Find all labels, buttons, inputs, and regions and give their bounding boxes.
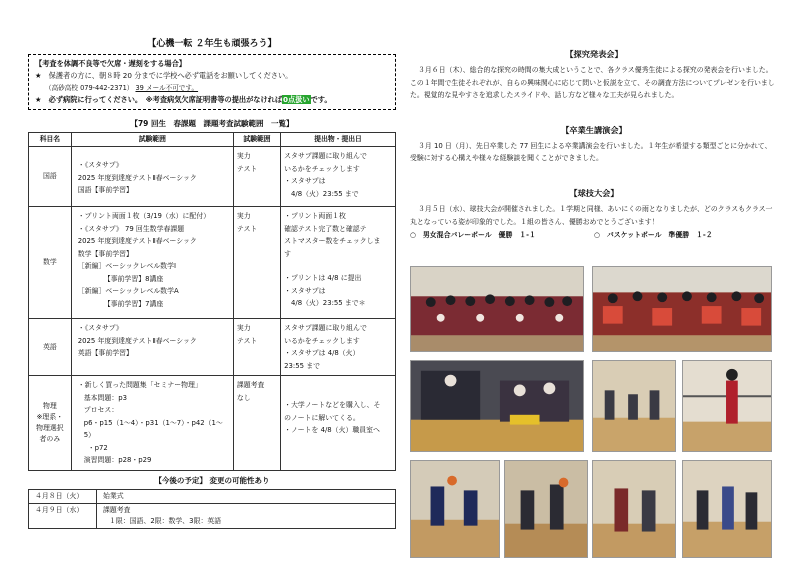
- submission-spacer: [284, 379, 392, 399]
- zero-points-highlight: 0点扱い: [283, 95, 310, 104]
- subject-line: 者のみ: [39, 434, 61, 443]
- submission-line: いるかをチェックします: [284, 164, 360, 173]
- table-row: [29, 503, 396, 528]
- schedule-table: [28, 489, 396, 529]
- form-line: 実力: [236, 152, 251, 160]
- group-photo-1: [410, 266, 584, 352]
- section-text-inquiry: ３月６日（木）、総合的な探究の時間の集大成ということで、各クラス優秀生徒による探究の発表会を行いました。この１年間で生徒それぞれが、自らの興味関心に応じて問いと仮説を立て、その調査方法についてプレゼンを行いました。視覚的な見やすさを追求したスライドや、話し方など様々な工夫が見られました。: [410, 66, 775, 100]
- exam-range-table: [28, 132, 396, 471]
- subject-line: 物理: [42, 401, 57, 410]
- range-cell: [71, 147, 233, 207]
- submission-line: ・大学ノートなどを購入し、そ: [284, 401, 381, 409]
- range-line: 演習問題：p28・p29: [83, 456, 152, 464]
- event-name: 始業式: [103, 491, 124, 500]
- subject-cell: [29, 376, 72, 471]
- event-detail: １限：国語、2限：数学、3限：英語: [109, 516, 222, 525]
- table-row: [29, 489, 396, 503]
- submission-line: いるかをチェックします: [284, 336, 360, 345]
- submission-line: ・スタサプは: [284, 177, 326, 185]
- range-line: ・《スタサプ》: [77, 161, 123, 169]
- submission-line: 4/8（火）23:55 まで: [284, 189, 359, 198]
- range-line: 英語【事前学習】: [77, 349, 133, 357]
- hospital-suffix: です。: [310, 95, 332, 104]
- basketball-photo-4: [682, 460, 772, 558]
- range-line: 数学【事前学習】: [77, 249, 133, 258]
- volleyball-photo: [682, 360, 772, 452]
- tournament-results: [410, 229, 778, 241]
- form-cell: [233, 319, 280, 376]
- range-line: 【事前学習】8講座: [103, 274, 164, 283]
- right-column: [410, 48, 778, 241]
- schedule-event: [97, 489, 396, 503]
- gym-photo-1: [592, 360, 676, 452]
- form-line: テスト: [236, 336, 258, 345]
- form-line: テスト: [236, 164, 258, 173]
- basketball-photo-1: [410, 460, 500, 558]
- table-row: [29, 147, 396, 207]
- submission-spacer: [284, 260, 392, 272]
- subject-cell: 数学: [29, 207, 72, 319]
- submission-line: ・スタサプは: [284, 286, 326, 295]
- section-title-ballgames: 【球技大会】: [569, 187, 619, 198]
- range-line: ・p72: [87, 443, 108, 452]
- header-range: 試験範囲: [71, 133, 233, 147]
- result-volleyball: ○ 男女混合バレーボール 優勝 １-１: [410, 231, 536, 240]
- form-line: 実力: [236, 212, 251, 220]
- form-line: 課題考査: [236, 381, 265, 389]
- notice-school-tel: [45, 82, 389, 94]
- subject-cell: 国語: [29, 147, 72, 207]
- table-row: [29, 319, 396, 376]
- submission-line: ・スタサプは 4/8（火）: [284, 349, 360, 357]
- submission-line: ・ノートを 4/8（火）職員室へ: [284, 426, 380, 434]
- notice-line-hospital: [35, 94, 389, 106]
- submission-line: 確認テスト完了数と確認テ: [284, 224, 367, 233]
- exam-table-title: 【79 回生 春課題 課題考査試験範囲 一覧】: [130, 119, 294, 128]
- section-text-ballgames: ３月５日（水）、球技大会が開催されました。１学期と同様、あいにくの雨となりましたが、どのクラスもクラス一丸となっている姿が印象的でした。１組の皆さん、優勝おめでとうございます！: [410, 204, 773, 226]
- notice-heading: 【考査を体調不良等で欠席・遅刻をする場合】: [35, 59, 186, 68]
- schedule-date: ４月９日（水）: [29, 503, 97, 528]
- submission-cell: [281, 319, 396, 376]
- schedule-event: [97, 503, 396, 528]
- result-basketball: ○ バスケットボール 準優勝 １-２: [594, 231, 713, 240]
- range-line: 2025 年度到達度テストⅡ春ベーシック: [77, 336, 197, 345]
- schedule-title: 【今後の予定】 変更の可能性あり: [154, 475, 270, 485]
- range-cell: [71, 376, 233, 471]
- exam-table-header-row: [29, 133, 396, 147]
- schedule-date: ４月８日（火）: [29, 489, 97, 503]
- celebration-photo: [410, 360, 584, 452]
- event-name: 課題考査: [103, 505, 131, 514]
- form-cell: [233, 207, 280, 319]
- range-line: プロセス：: [83, 406, 119, 414]
- range-line: p6・p15（1～4）・p31（1～7）・p42（1～5）: [83, 418, 223, 439]
- range-line: ［新編］ベーシックレベル数学A: [77, 287, 179, 295]
- submission-line: のノートに解いてくる。: [284, 413, 360, 422]
- submission-line: ストマスター数をチェックしま: [284, 237, 381, 245]
- range-line: 2025 年度到達度テストⅡ春ベーシック: [77, 237, 197, 245]
- submission-line: スタサプ課題に取り組んで: [284, 324, 367, 332]
- form-line: テスト: [236, 224, 258, 233]
- form-cell: [233, 147, 280, 207]
- section-title-alumni: 【卒業生講演会】: [561, 124, 627, 135]
- range-cell: [71, 207, 233, 319]
- submission-line: 23:55 まで: [284, 361, 320, 370]
- section-title-inquiry: 【探究発表会】: [565, 49, 623, 59]
- left-column: [28, 38, 396, 529]
- submission-line: す: [284, 249, 292, 258]
- table-row: [29, 376, 396, 471]
- absence-notice-box: [28, 54, 396, 110]
- range-line: ・《スタサプ》: [77, 324, 123, 332]
- form-line: なし: [236, 393, 251, 402]
- range-cell: [71, 319, 233, 376]
- subject-line: ※理系・: [36, 412, 64, 421]
- range-line: ・《スタサプ》 79 回生数学春課題: [77, 224, 185, 233]
- header-form: 試験範囲: [233, 133, 280, 147]
- range-line: ・プリント両面１枚（3/19（水）に配付）: [77, 212, 211, 220]
- header-submission: 提出物・提出日: [281, 133, 396, 147]
- range-line: ［新編］ベーシックレベル数学Ⅰ: [77, 262, 176, 270]
- hospital-text: ★ 必ず病院に行ってください。 ※考査病気欠席証明書等の提出がなければ: [35, 95, 283, 104]
- submission-cell: [281, 147, 396, 207]
- form-line: 実力: [236, 324, 251, 332]
- submission-cell: [281, 376, 396, 471]
- photo-collage: [410, 266, 772, 558]
- range-line: 国語【事前学習】: [77, 186, 133, 194]
- submission-line: ・プリント両面１枚: [284, 212, 346, 220]
- school-tel-note: 39 メール不可です。: [135, 84, 199, 92]
- group-photo-2: [592, 266, 772, 352]
- subject-cell: 英語: [29, 319, 72, 376]
- range-line: 2025 年度到達度テストⅡ春ベーシック: [77, 173, 197, 182]
- range-line: 基本問題：p3: [83, 393, 127, 402]
- form-cell: [233, 376, 280, 471]
- school-tel-number: （高砂高校 079-442-2371）: [45, 84, 134, 92]
- submission-cell: [281, 207, 396, 319]
- basketball-photo-2: [504, 460, 588, 558]
- header-subject: 科目名: [29, 133, 72, 147]
- page-title: 【心機一転 ２年生も頑張ろう】: [147, 39, 277, 49]
- basketball-photo-3: [592, 460, 676, 558]
- range-line: ・新しく買った問題集「セミナー物理」: [77, 381, 202, 389]
- table-row: [29, 207, 396, 319]
- subject-line: 物理選択: [36, 423, 64, 432]
- section-text-alumni: ３月 10 日（月）、先日卒業した 77 回生による卒業講演会を行いました。１年生が希望する類型ごとに分かれて、受験に対する心構えや様々な経験談を聞くことができました。: [410, 141, 772, 163]
- submission-line: ・プリントは 4/8 に提出: [284, 274, 362, 282]
- submission-line: スタサプ課題に取り組んで: [284, 152, 367, 160]
- range-line: 【事前学習】7講座: [103, 299, 164, 308]
- notice-line-phone-call: ★ 保護者の方に、朝８時 20 分までに学校へ必ず電話をお願いしてください。: [35, 71, 293, 80]
- submission-line: 4/8（火）23:55 まで＊: [284, 299, 366, 307]
